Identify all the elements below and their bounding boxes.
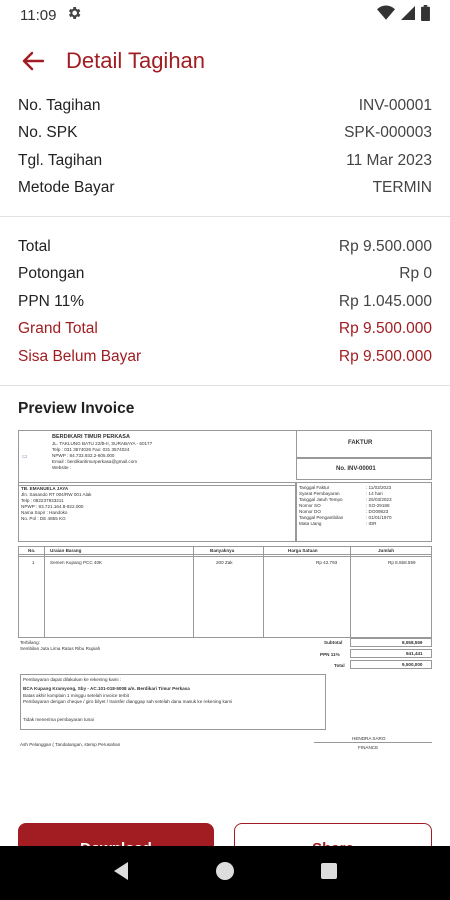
company-email: Email : berdikaritimurperkasa@gmail.com: [52, 458, 138, 464]
page-title: Detail Tagihan: [66, 48, 206, 73]
totals-section: [0, 233, 450, 371]
ppn-row: [18, 288, 432, 316]
ppn-label: PPN 11%: [18, 292, 85, 310]
faktur-label: FAKTUR: [348, 439, 373, 446]
info-value: 11 Mar 2023: [346, 151, 432, 169]
meta-value: : 14 hari: [366, 490, 383, 496]
table-col-line: [193, 546, 194, 638]
table-header-line: [18, 554, 432, 555]
invoice-number: No. INV-00001: [336, 465, 376, 472]
signature-line: [314, 742, 432, 743]
table-header-no: No.: [28, 547, 36, 553]
status-bar: [0, 0, 450, 30]
meta-value: : 11/03/2023: [366, 484, 392, 490]
grand-total-label: Grand Total: [18, 320, 98, 338]
item-no: 1: [32, 559, 35, 565]
total-value: Rp 9.500.000: [338, 237, 432, 255]
meta-label: Tanggal Faktur: [299, 484, 330, 490]
table-col-line: [44, 546, 45, 638]
meta-label: Tanggal Pengambilan: [299, 514, 344, 520]
meta-label: Tanggal Jatuh Tempo: [299, 496, 343, 502]
info-row-no-spk: [18, 120, 432, 148]
customer-plate: No. Pol : DE 4855 KG: [21, 515, 66, 521]
back-nav-icon[interactable]: [112, 861, 130, 886]
total-label: Total: [18, 237, 51, 255]
info-label: Tgl. Tagihan: [18, 151, 103, 169]
meta-label: Nomor SO: [299, 502, 321, 508]
preview-invoice-title: Preview Invoice: [18, 399, 135, 417]
sisa-belum-bayar-row: [18, 343, 432, 371]
customer-address: Jln. Sasando RT 004/RW 001 Alak: [21, 491, 92, 497]
meta-value: : SO-29188: [366, 502, 390, 508]
info-row-tgl-tagihan: [18, 147, 432, 175]
table-header-qty: Banyaknya: [210, 547, 235, 553]
total-row: [18, 233, 432, 261]
sisa-label: Sisa Belum Bayar: [18, 347, 142, 365]
potongan-row: [18, 261, 432, 289]
home-nav-icon[interactable]: [215, 861, 235, 886]
note-item: Batas akhir komplain 1 minggu setelah invoice terbit: [23, 692, 129, 698]
company-phone: Telp : 031 3574026 Fax: 031 3574024: [52, 446, 130, 452]
info-value: SPK-000003: [344, 124, 432, 142]
customer-npwp: NPWP : 83.721.164.8-922.000: [21, 503, 84, 509]
invoice-preview[interactable]: [18, 430, 432, 760]
table-header-line: [18, 556, 432, 557]
meta-value: : DO09823: [366, 508, 389, 514]
table-col-line: [350, 546, 351, 638]
settings-icon: [66, 5, 82, 25]
total-sum-value: 9,500,000: [402, 661, 423, 667]
logo-image: ▭: [22, 453, 28, 460]
info-label: No. SPK: [18, 124, 78, 142]
recents-nav-icon[interactable]: [320, 862, 338, 885]
meta-label: Nomor DO: [299, 508, 321, 514]
table-header-desc: Uraian Barang: [50, 547, 82, 553]
company-name: BERDIKARI TIMUR PERKASA: [52, 433, 130, 440]
ppn-sum-value: 941,441: [406, 650, 423, 656]
note-item: Tidak menerima pembayaran tunai: [23, 716, 94, 722]
potongan-value: Rp 0: [399, 265, 432, 283]
app-bar: [0, 30, 450, 92]
battery-icon: [421, 5, 430, 25]
signer-title: FINANCE: [358, 744, 379, 750]
table-header-price: Harga Satuan: [288, 547, 318, 553]
table-header-amount: Jumlah: [378, 547, 395, 553]
ppn-sum-label: PPN 11%: [320, 651, 340, 657]
signer-name: HENDRA SARO: [352, 735, 386, 741]
grand-total-value: Rp 9.500.000: [338, 320, 432, 338]
customer-signature-label: Ash Pelanggan ( Tandatangan, stemp Perusahan: [20, 741, 121, 747]
total-sum-label: Total: [334, 662, 345, 668]
potongan-label: Potongan: [18, 265, 85, 283]
payment-note: Pembayaran dapat dilakukan ke rekening kami :: [23, 676, 122, 682]
invoice-info: [0, 92, 450, 202]
item-desc: Semen Kupang PCC 40K: [50, 559, 103, 565]
company-address: JL. TAKLUNG BATU 22/B-II, SURABAYA - 60177: [52, 440, 153, 446]
wifi-icon: [377, 5, 395, 25]
company-npwp: NPWP : 84.733.932.2-605.000: [52, 452, 115, 458]
item-qty: 200 Zak: [216, 559, 233, 565]
meta-value: : 01/01/1970: [366, 514, 392, 520]
customer-phone: Telp : 082237933211: [21, 497, 64, 503]
customer-name: TB. EMANUELA JAYA: [21, 485, 69, 491]
divider: [0, 385, 450, 386]
info-value: TERMIN: [372, 179, 432, 197]
customer-driver: Nama Sopir : Handoko: [21, 509, 68, 515]
info-label: Metode Bayar: [18, 179, 115, 197]
info-value: INV-00001: [358, 96, 432, 114]
table-col-line: [263, 546, 264, 638]
info-row-no-tagihan: [18, 92, 432, 120]
grand-total-row: [18, 316, 432, 344]
info-label: No. Tagihan: [18, 96, 101, 114]
item-amount: Rp 8.558.559: [388, 559, 416, 565]
system-nav-bar: [0, 846, 450, 900]
signal-icon: [401, 5, 415, 25]
info-row-metode-bayar: [18, 175, 432, 203]
terbilang-text: Sembilan Juta Lima Ratus Ribu Rupiah: [20, 645, 101, 651]
ppn-value: Rp 1.045.000: [338, 292, 432, 310]
meta-label: Syarat Pembayaran: [299, 490, 340, 496]
status-time: 11:09: [20, 6, 57, 24]
meta-value: : IDR: [366, 520, 377, 526]
subtotal-value: 8,558,559: [402, 639, 423, 645]
sisa-value: Rp 9.500.000: [338, 347, 432, 365]
meta-label: Mata Uang: [299, 520, 322, 526]
meta-value: : 25/03/2023: [366, 496, 392, 502]
company-website: Website :: [52, 464, 72, 470]
divider: [0, 216, 450, 217]
item-price: Rp 42.793: [316, 559, 338, 565]
bank-account: BCA Kupang Kramyong, Sby - AC.101-018-5008 a/n. Berdikari Timur Perkasa: [23, 685, 190, 691]
subtotal-label: Subtotal: [324, 639, 343, 645]
note-item: Pembayaran dengan cheque / giro bilyet / transfer dianggap sah setelah dana masuk ke rekening kami: [23, 698, 233, 704]
back-arrow-icon[interactable]: [20, 48, 46, 74]
terbilang-label: Terbilang:: [20, 639, 40, 645]
